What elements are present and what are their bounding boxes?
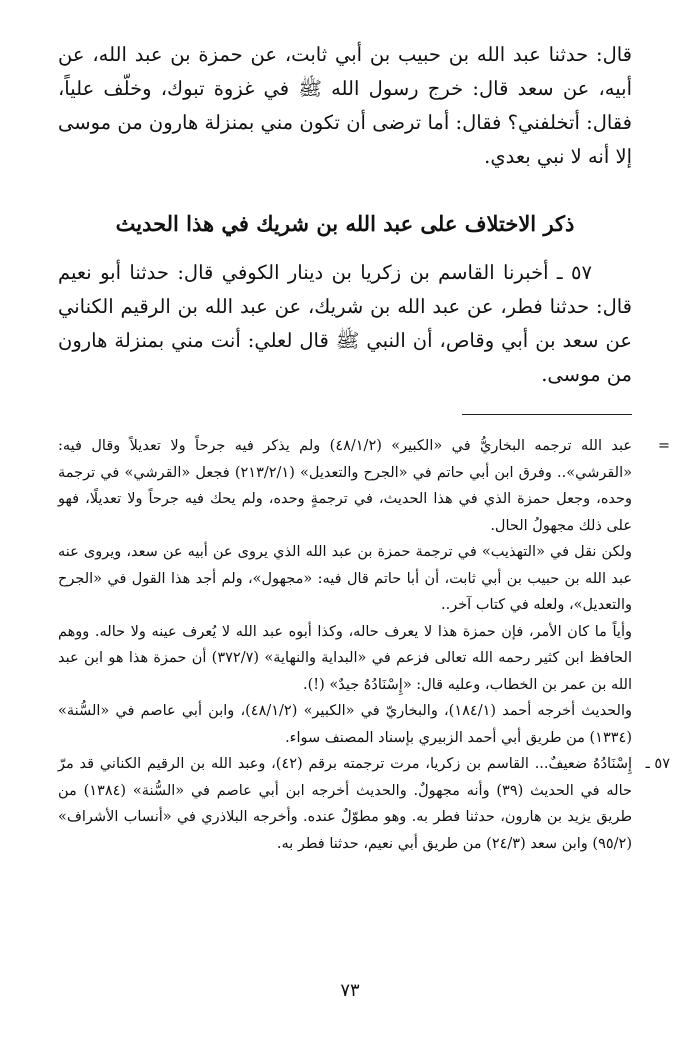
footnote-block: والحديث أخرجه أحمد (١٨٤/١)، والبخاريّ في «الكبير» (٤٨/١/٢)، وابن أبي عاصم في «السُّنة» (١٣٣٤) من طريق أبي أحمد الزبيري بإسناد المصنف سواء. <box>58 703 632 746</box>
footnotes <box>58 433 670 857</box>
page-number: ٧٣ <box>340 980 360 1001</box>
footnote-text: عبد الله ترجمه البخاريُّ في «الكبير» (٤٨/١/٢) ولم يذكر فيه جرحاً ولا تعديلاً وقال فيه: «القرشي».. وفرق ابن أبي حاتم في «الجرح والتعديل» (٢١٣/٢/١) فجعل «القرشي» في ترجمة وحده، وجعل حمزة الذي في هذا الحديث، في ترجمةٍ وحده، ولم يحك فيه جرحاً ولا تعديلًا، فهو على ذلك مجهولُ الحال. <box>58 438 633 534</box>
footnote-block <box>58 433 670 539</box>
footnote-block: وأياً ما كان الأمر، فإن حمزة هذا لا يعرف حاله، وكذا أبوه عبد الله لا يُعرف عينه ولا حاله. ووهم الحافظ ابن كثير رحمه الله تعالى فزعم في «البداية والنهاية» (٣٧٢/٧) أن حمزة هذا هو ابن عبد الله بن عمر بن الخطاب، وعليه قال: «إِسْنَادُهُ جيدٌ» (!). <box>58 623 632 693</box>
main-text-hadith-57 <box>58 256 632 392</box>
main-text <box>58 38 632 174</box>
hadith-57-paragraph: ٥٧ ـ أخبرنا القاسم بن زكريا بن دينار الكوفي قال: حدثنا أبو نعيم قال: حدثنا فطر، عن عبد الله بن شريك، عن عبد الله بن الرقيم الكناني عن سعد بن أبي وقاص، أن النبي ﷺ قال لعلي: أنت مني بمنزلة هارون من موسى. <box>58 261 632 386</box>
section-heading: ذكر الاختلاف على عبد الله بن شريك في هذا الحديث <box>115 211 575 236</box>
footnote-text: إِسْنَادُهُ ضعيفٌ... القاسم بن زكريا، مرت ترجمته برقم (٤٢)، وعبد الله بن الرقيم الكناني قد مرّ حاله في الحديث (٣٩) وأنه مجهولٌ. والحديث أخرجه ابن أبي عاصم في «السُّنة» (١٣٨٤) من طريق يزيد بن هارون، حدثنا فطر به. وهو مطوّلٌ عنده. وأخرجه البلاذري في «أنساب الأشراف» (٩٥/٢) وابن سعد (٢٤/٣) من طريق أبي نعيم، حدثنا فطر به. <box>58 756 632 852</box>
footnote-57 <box>58 751 670 857</box>
footnote-separator <box>462 414 632 415</box>
footnote-block: ولكن نقل في «التهذيب» في ترجمة حمزة بن عبد الله الذي يروى عن أبيه عن سعد، ويروى عنه عبد الله بن حبيب بن أبي ثابت، أن أبا حاتم قال فيه: «مجهول»، ولم أجد هذا القول في «الجرح والتعديل»، ولعله في كتاب آخر.. <box>58 544 632 613</box>
footnote-number: ٥٧ ـ <box>645 756 670 772</box>
footnote-continuation-marker: = <box>657 438 670 454</box>
hadith-paragraph: قال: حدثنا عبد الله بن حبيب بن أبي ثابت، عن حمزة بن عبد الله، عن أبيه، عن سعد قال: خرج رسول الله ﷺ في غزوة تبوك، وخلّف علياً، فقال: أتخلفني؟ فقال: أما ترضى أن تكون مني بمنزلة هارون من موسى إلا أنه لا نبي بعدي. <box>58 43 632 168</box>
document-page <box>58 38 670 857</box>
